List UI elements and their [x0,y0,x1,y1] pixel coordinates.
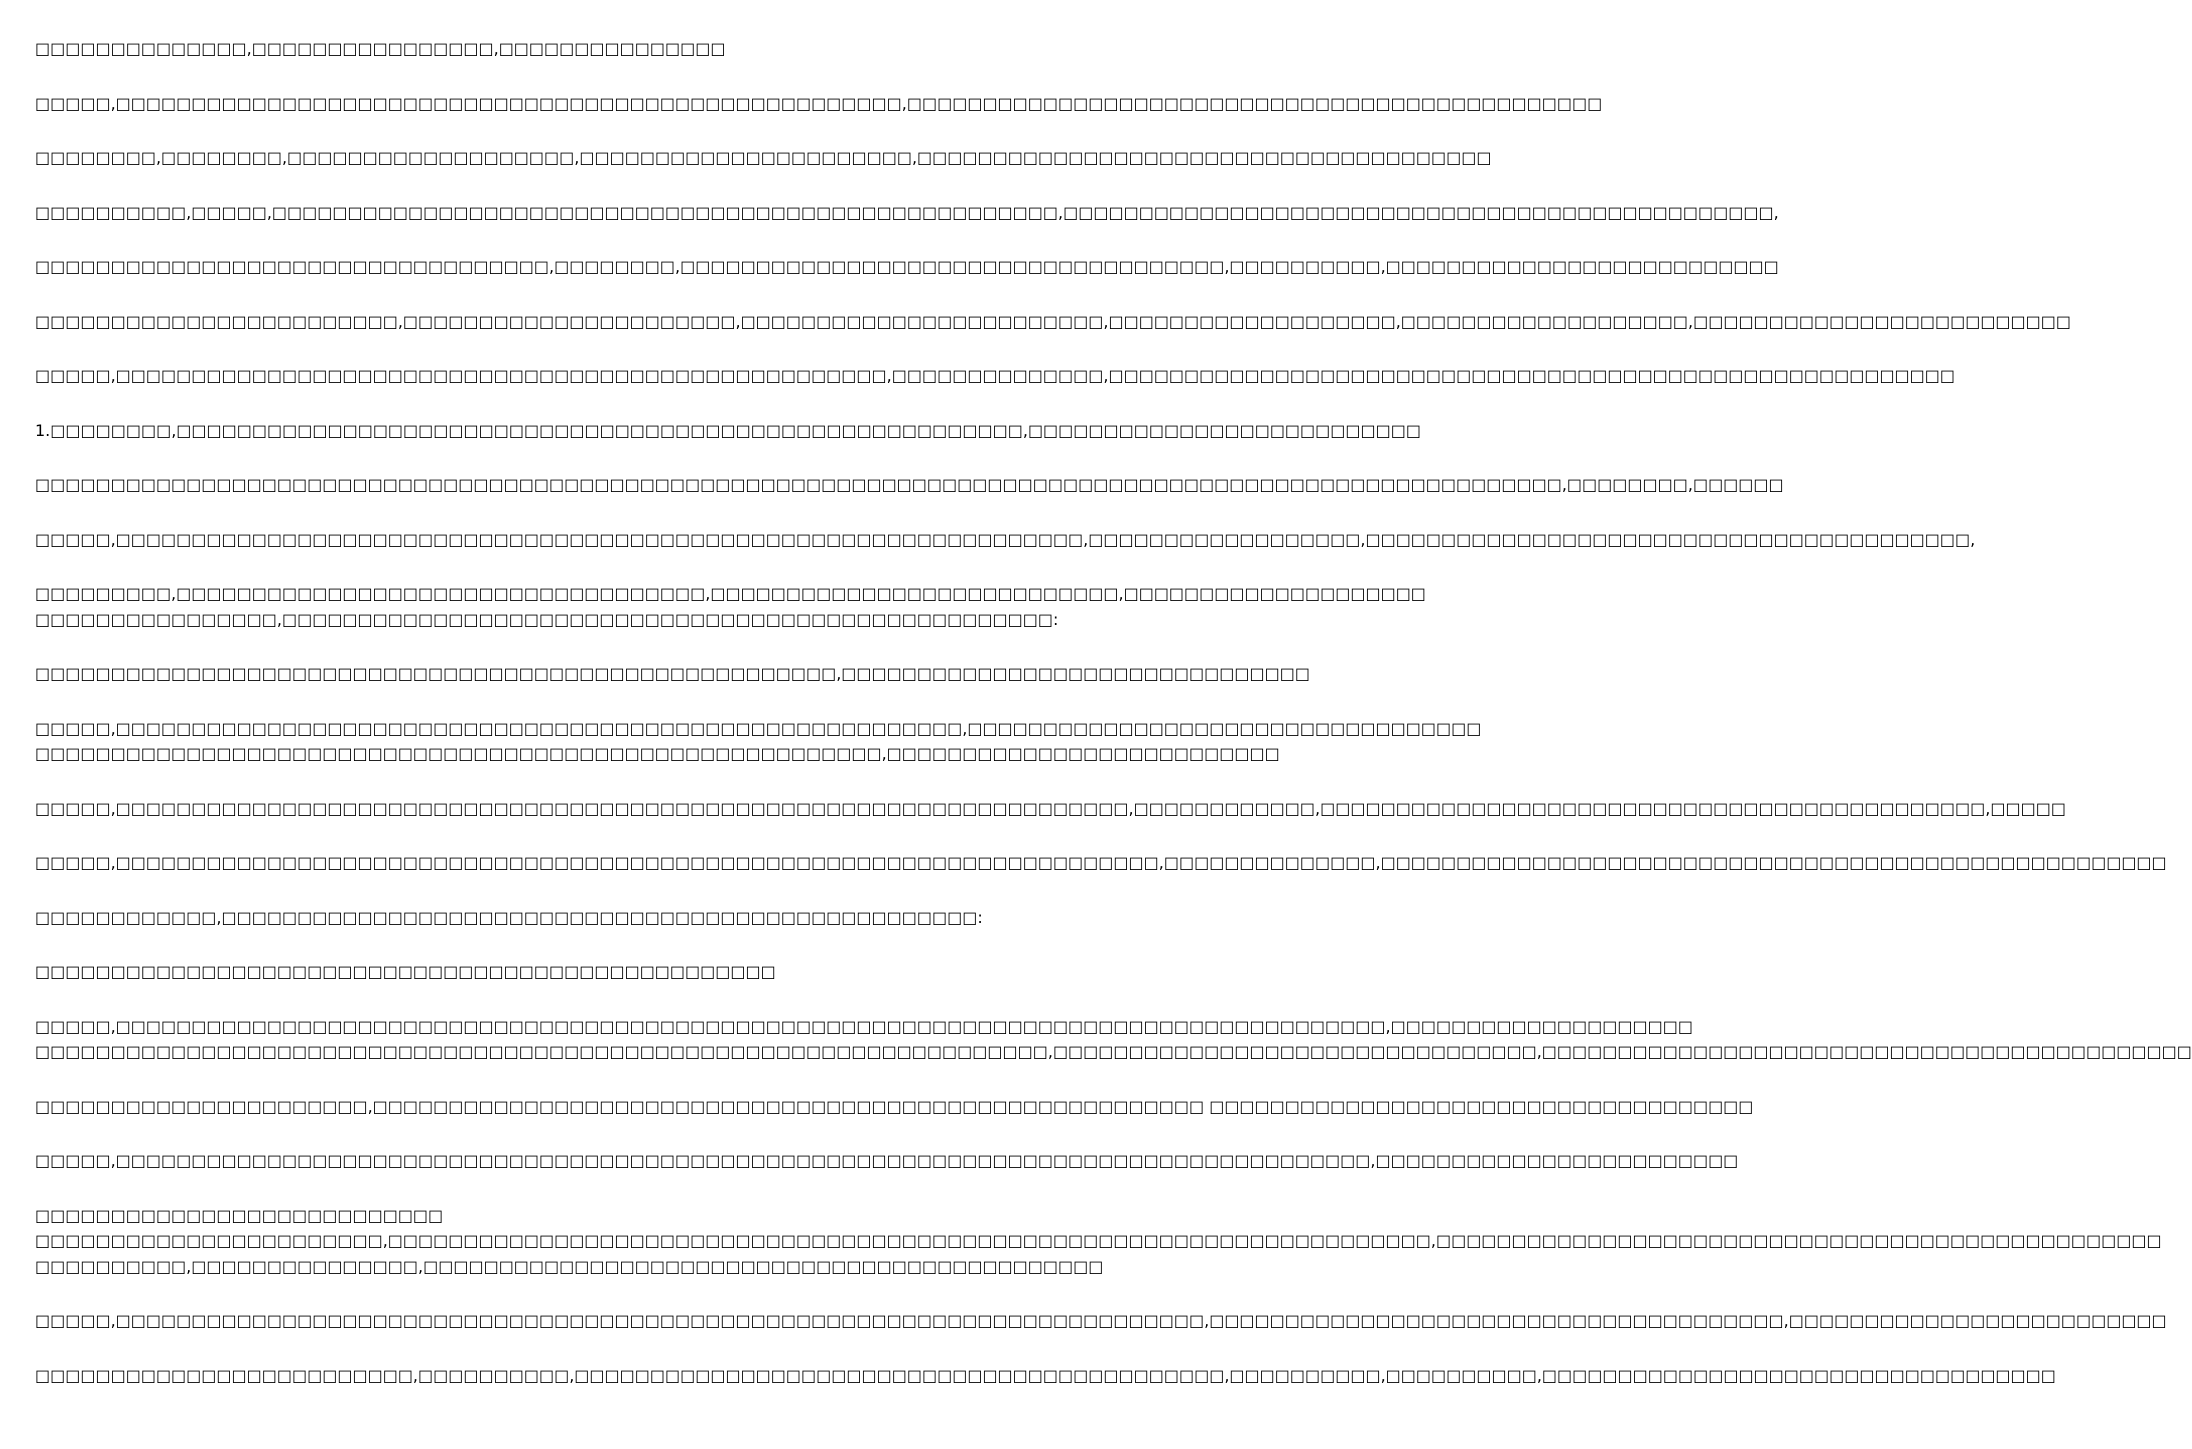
paragraph [35,716,1482,767]
text-line: □□□□□,□□□□□□□□□□□□□□□□□□□□□□□□□□□□□□□□□□□□□□□□□□□□□□□□□□□□,□□□□□□□□□□□□□□□□□□□□□□□□□□□□□□□□□□□□□□□□□□□□□□ [35,93,1603,113]
text-line: □□□□□□□□□□□□□□□□□□□□□□□□□□□ [35,1205,444,1225]
paragraph [35,254,1779,280]
paragraph [35,1014,2192,1065]
paragraph [35,796,2066,822]
paragraph [35,661,1310,687]
text-line: □□□□□□□□□□□□,□□□□□□□□□□□□□□□□□□□□□□□□□□□□□□□□□□□□□□□□□□□□□□□□□□: [35,907,983,927]
paragraph [35,200,1779,226]
text-line: □□□□□□□□□□□□□□□□□□□□□□□□□□□□□□□□□□,□□□□□□□□,□□□□□□□□□□□□□□□□□□□□□□□□□□□□□□□□□□□□,□□□□□□□□□□,□□□□□□□□□□□□□□□□□□□□□□□□□□ [35,257,1779,276]
text-line: □□□□□□□□,□□□□□□□□,□□□□□□□□□□□□□□□□□□□,□□□□□□□□□□□□□□□□□□□□□□,□□□□□□□□□□□□□□□□□□□□□□□□□□□□□□□□□□□□□□ [35,148,1492,167]
paragraph [35,959,990,985]
text-line: □□□□□,□□□□□□□□□□□□□□□□□□□□□□□□□□□□□□□□□□□□□□□□□□□□□□□□□□□□□□□□□□□□□□□□□□□□□□□□,□□□□□□□□□□□□□□□□□□□□□□□□□□□□□□□□□□□□□□,□□□□□□□□□□□□□□□□□□□□□□□□□ [35,1311,2167,1330]
paragraph [35,363,1956,389]
paragraph [35,418,1421,444]
paragraph [35,91,1603,117]
text-line: □□□□□□□□□□,□□□□□,□□□□□□□□□□□□□□□□□□□□□□□□□□□□□□□□□□□□□□□□□□□□□□□□□□□□,□□□□□□□□□□□□□□□□□□□□□□□□□□□□□□□□□□□□□□□□□□□□□□□, [35,202,1779,222]
paragraph [35,1203,2162,1280]
paragraph [35,1148,1739,1174]
text-line: □□□□□□□□□□□□□□□□□□□□□□□□□□□□□□□□□□□□□□□□□□□□□□□□□□□□□□□□□□□□□□□□□□□,□□□□□□□□□□□□□□□□□□□□□□□□□□□□□□□□,□□□□□□□□□□□□□□□□□□□□□□□□□□□□□□□□□□□□□□□□□□□ [35,1042,2192,1061]
text-line: □□□□□,□□□□□□□□□□□□□□□□□□□□□□□□□□□□□□□□□□□□□□□□□□□□□□□□□□□□□□□□□□□□□□□□,□□□□□□□□□□□□□□□□□□,□□□□□□□□□□□□□□□□□□□□□□□□□□□□□□□□□□□□□□□□, [35,529,1976,549]
text-line: □□□□□□□□□□□□□□□□□□□□□□□□□□□□□□□□□□□□□□□□□□□□□□□□□□□□□□□□,□□□□□□□□□□□□□□□□□□□□□□□□□□ [35,744,1280,763]
paragraph [35,1308,2167,1334]
text-line: □□□□□,□□□□□□□□□□□□□□□□□□□□□□□□□□□□□□□□□□□□□□□□□□□□□□□□□□□□□□□□□□□□□□□□□□□,□□□□□□□□□□□□,□□□□□□□□□□□□□□□□□□□□□□□□□□□□□□□□□□□□□□□□□□□□,□□□□□ [35,798,2066,818]
text-line: □□□□□□□□□□□□□□□□,□□□□□□□□□□□□□□□□□□□□□□□□□□□□□□□□□□□□□□□□□□□□□□□□□□□: [35,609,1059,629]
text-line: 1.□□□□□□□□,□□□□□□□□□□□□□□□□□□□□□□□□□□□□□□□□□□□□□□□□□□□□□□□□□□□□□□□□,□□□□□□□□□□□□□□□□□□□□□□□□□□ [35,420,1421,440]
text-line: □□□□□,□□□□□□□□□□□□□□□□□□□□□□□□□□□□□□□□□□□□□□□□□□□□□□□□□□□□□□□□□□□□□□□□□□□□□□□□□□□□□□□□□□□,□□□□□□□□□□□□□□□□□□□□□□□□ [35,1151,1739,1170]
paragraph [35,905,990,931]
text-line: □□□□□□□□□□□□□□□□□□□□□□□□□,□□□□□□□□□□,□□□□□□□□□□□□□□□□□□□□□□□□□□□□□□□□□□□□□□□□□□□,□□□□□□□□□□,□□□□□□□□□□,□□□□□□□□□□□□□□□□□□□□□□□□□□□□□□□□□□ [35,1365,2056,1385]
paragraph [35,850,2167,876]
paragraph [35,36,990,62]
text-line: □□□□□,□□□□□□□□□□□□□□□□□□□□□□□□□□□□□□□□□□□□□□□□□□□□□□□□□□□,□□□□□□□□□□□□□□,□□□□□□□□□□□□□□□□□□□□□□□□□□□□□□□□□□□□□□□□□□□□□□□□□□□□□□□□ [35,366,1956,385]
paragraph [35,472,1784,498]
text-line: □□□□□,□□□□□□□□□□□□□□□□□□□□□□□□□□□□□□□□□□□□□□□□□□□□□□□□□□□□□□□□,□□□□□□□□□□□□□□□□□□□□□□□□□□□□□□□□□□ [35,718,1482,738]
text-line: □□□□□□□□□□□□□□,□□□□□□□□□□□□□□□□,□□□□□□□□□□□□□□□ [35,39,726,58]
text-line: □□□□□□□□□□□□□□□□□□□□□□□□□□□□□□□□□□□□□□□□□□□□□□□□□□□□□,□□□□□□□□□□□□□□□□□□□□□□□□□□□□□□□ [35,664,1310,683]
text-line: □□□□□□□□□□□□□□□□□□□□□□□□,□□□□□□□□□□□□□□□□□□□□□□,□□□□□□□□□□□□□□□□□□□□□□□□,□□□□□□□□□□□□□□□□□□□,□□□□□□□□□□□□□□□□□□□,□□□□□□□□□□□□□□□□□□□□□□□□□ [35,311,2072,331]
paragraph [35,581,1426,632]
text-line: □□□□□□□□□□□□□□□□□□□□□□□□□□□□□□□□□□□□□□□□□□□□□□□□□□□□□□□□□□□□□□□□□□□□□□□□□□□□□□□□□□□□□□□□□□□□□□□□□□□□□,□□□□□□□□,□□□□□□ [35,475,1784,494]
paragraph [35,309,2072,335]
paragraph [35,1363,2056,1389]
text-line: □□□□□□□□□□□□□□□□□□□□□□□,□□□□□□□□□□□□□□□□□□□□□□□□□□□□□□□□□□□□□□□□□□□□□□□□□□□□□□□□□□□□□□□□□□□□□,□□□□□□□□□□□□□□□□□□□□□□□□□□□□□□□□□□□□□□□□□□□□□□□□ [35,1231,2162,1250]
text-line: □□□□□□□□□□□□□□□□□□□□□□,□□□□□□□□□□□□□□□□□□□□□□□□□□□□□□□□□□□□□□□□□□□□□□□□□□□□□□□ □□□□□□□□□□□□□□□□□□□□□□□□□□□□□□□□□□□□ [35,1096,1754,1116]
text-line: □□□□□□□□□□□□□□□□□□□□□□□□□□□□□□□□□□□□□□□□□□□□□□□□□ [35,962,776,981]
text-line: □□□□□,□□□□□□□□□□□□□□□□□□□□□□□□□□□□□□□□□□□□□□□□□□□□□□□□□□□□□□□□□□□□□□□□□□□□□,□□□□□□□□□□□□□□,□□□□□□□□□□□□□□□□□□□□□□□□□□□□□□□□□□□□□□□□□□□□□□□□□□□□ [35,853,2167,872]
paragraph [35,1094,1754,1120]
paragraph [35,527,1976,553]
document-body [35,36,2192,1417]
text-line: □□□□□□□□□,□□□□□□□□□□□□□□□□□□□□□□□□□□□□□□□□□□□,□□□□□□□□□□□□□□□□□□□□□□□□□□□,□□□□□□□□□□□□□□□□□□□□ [35,584,1426,603]
text-line: □□□□□,□□□□□□□□□□□□□□□□□□□□□□□□□□□□□□□□□□□□□□□□□□□□□□□□□□□□□□□□□□□□□□□□□□□□□□□□□□□□□□□□□□□□,□□□□□□□□□□□□□□□□□□□□ [35,1016,1693,1036]
text-line: □□□□□□□□□□,□□□□□□□□□□□□□□□,□□□□□□□□□□□□□□□□□□□□□□□□□□□□□□□□□□□□□□□□□□□□□ [35,1256,1104,1276]
paragraph [35,145,1492,171]
